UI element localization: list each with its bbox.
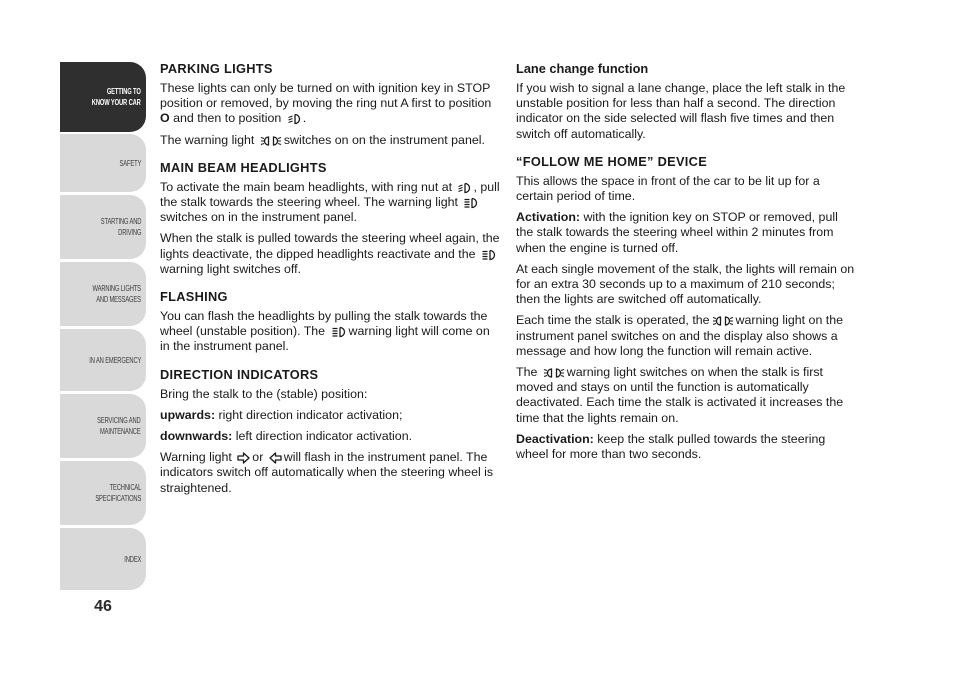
- text: keep the stalk pulled towards the steering wheel for more than two seconds.: [516, 431, 826, 462]
- tab-getting-to-know-your-car[interactable]: [60, 62, 146, 132]
- text: When the stalk is pulled towards the steering wheel again, the lights deactivate, the dipped headlights reactivate and the: [160, 231, 500, 261]
- position-o: O: [160, 111, 170, 126]
- section-title: FLASHING: [160, 289, 228, 305]
- main-beam-icon: [463, 197, 479, 209]
- section-title: Lane change function: [516, 61, 649, 76]
- paragraph: [160, 231, 500, 277]
- text: switches on in the instrument panel.: [160, 210, 357, 225]
- text: The: [516, 365, 541, 380]
- tab-warning-lights-and-messages[interactable]: [60, 262, 146, 326]
- text: warning light on the instrument panel switches on and the display also shows a message and how long the function will remain active.: [516, 313, 844, 358]
- text: You can flash the headlights by pulling the stalk towards the wheel (unstable position). The: [160, 309, 488, 339]
- text: .: [302, 111, 307, 126]
- tab-starting-and-driving[interactable]: [60, 195, 146, 259]
- section-title: “FOLLOW ME HOME” DEVICE: [516, 153, 708, 169]
- paragraph: Bring the stalk to the (stable) position:: [160, 386, 368, 401]
- section-title: DIRECTION INDICATORS: [160, 366, 319, 382]
- text: and then to position: [169, 111, 285, 126]
- paragraph: [160, 81, 500, 127]
- page-number: 46: [94, 598, 112, 615]
- section-follow-me-home: [516, 154, 856, 462]
- paragraph: At each single movement of the stalk, the lights will remain on for an extra 30 seconds up to a maximum of 210 seconds; then the lights are switched off automatically.: [516, 261, 855, 307]
- tab-index[interactable]: [60, 528, 146, 590]
- turn-left-arrow-icon: [269, 452, 282, 464]
- tab-label-line2: SPECIFICATIONS: [95, 493, 141, 503]
- text: warning light switches off.: [160, 261, 301, 276]
- left-column: [160, 61, 500, 508]
- section-title: PARKING LIGHTS: [160, 61, 273, 76]
- paragraph: [516, 432, 856, 462]
- turn-right-arrow-icon: [237, 452, 250, 464]
- tab-label-line2: AND MESSAGES: [96, 294, 141, 304]
- text: warning light will come on in the instrument panel.: [160, 324, 490, 354]
- right-column: [516, 61, 856, 474]
- paragraph: [516, 210, 856, 256]
- paragraph: [160, 429, 500, 444]
- text: Each time the stalk is operated, the: [516, 313, 710, 328]
- side-lights-icon: [712, 315, 734, 327]
- paragraph: This allows the space in front of the car to be lit up for a certain period of time.: [516, 173, 820, 204]
- section-main-beam-headlights: [160, 160, 500, 277]
- tab-label-line1: SAFETY: [119, 157, 141, 168]
- text: To activate the main beam headlights, with ring nut at: [160, 179, 456, 194]
- text: switches on on the instrument panel.: [283, 132, 485, 147]
- tab-label-line1: TECHNICAL: [109, 482, 141, 492]
- dipped-beam-icon: [457, 182, 471, 194]
- section-parking-lights: [160, 61, 500, 148]
- tab-label-line2: MAINTENANCE: [100, 426, 141, 436]
- tab-label-line1: INDEX: [124, 553, 141, 564]
- text: right direction indicator activation;: [215, 407, 403, 422]
- main-beam-icon: [481, 249, 497, 261]
- section-title: MAIN BEAM HEADLIGHTS: [160, 159, 327, 175]
- label-upwards: upwards:: [160, 407, 216, 422]
- tab-label-line1: GETTING TO: [107, 86, 141, 96]
- paragraph: [160, 133, 500, 148]
- tab-in-an-emergency[interactable]: [60, 329, 146, 391]
- text: warning light switches on when the stalk is first moved and stays on until the function is automatically deactivated. Each time the stalk is activated it increases the time that the lights remain on.: [516, 365, 844, 425]
- text: Warning light: [160, 450, 236, 465]
- paragraph: [160, 180, 500, 226]
- text: These lights can only be turned on with ignition key in STOP position or removed, by moving the ring nut A first to position: [160, 81, 492, 111]
- section-lane-change: [516, 61, 856, 142]
- tab-label-line2: KNOW YOUR CAR: [92, 97, 141, 107]
- tab-servicing-and-maintenance[interactable]: [60, 394, 146, 458]
- text: with the ignition key on STOP or removed, pull the stalk towards the steering wheel within 2 minutes from when the engine is turned off.: [516, 210, 838, 255]
- label-downwards: downwards:: [160, 429, 233, 444]
- section-direction-indicators: [160, 367, 500, 496]
- text: will flash in the instrument panel. The indicators switch off automatically when the steering wheel is straightened.: [160, 450, 494, 495]
- paragraph: [160, 450, 500, 496]
- main-beam-icon: [331, 326, 347, 338]
- tab-label-line1: WARNING LIGHTS: [92, 283, 141, 293]
- paragraph: If you wish to signal a lane change, place the left stalk in the unstable position for less than half a second. The direction indicator on the side selected will flash five times and then switch off automatically.: [516, 81, 846, 141]
- text: or: [252, 450, 267, 465]
- paragraph: [516, 313, 856, 359]
- text: , pull the stalk towards the steering wheel. The warning light: [160, 179, 500, 210]
- tab-label-line2: DRIVING: [117, 227, 141, 237]
- tab-label-line1: STARTING AND: [100, 216, 141, 226]
- paragraph: [516, 365, 856, 426]
- tab-technical-specifications[interactable]: [60, 461, 146, 525]
- paragraph: [160, 309, 500, 355]
- side-lights-icon: [260, 135, 282, 147]
- tab-safety[interactable]: [60, 134, 146, 192]
- text: left direction indicator activation.: [232, 429, 413, 444]
- dipped-beam-icon: [287, 113, 301, 125]
- paragraph: [160, 408, 500, 423]
- label-activation: Activation:: [516, 210, 581, 225]
- side-lights-icon: [543, 367, 565, 379]
- label-deactivation: Deactivation:: [516, 431, 594, 446]
- section-flashing: [160, 289, 500, 355]
- tab-label-line1: SERVICING AND: [97, 415, 141, 425]
- text: The warning light: [160, 132, 258, 147]
- tab-label-line1: IN AN EMERGENCY: [89, 354, 141, 365]
